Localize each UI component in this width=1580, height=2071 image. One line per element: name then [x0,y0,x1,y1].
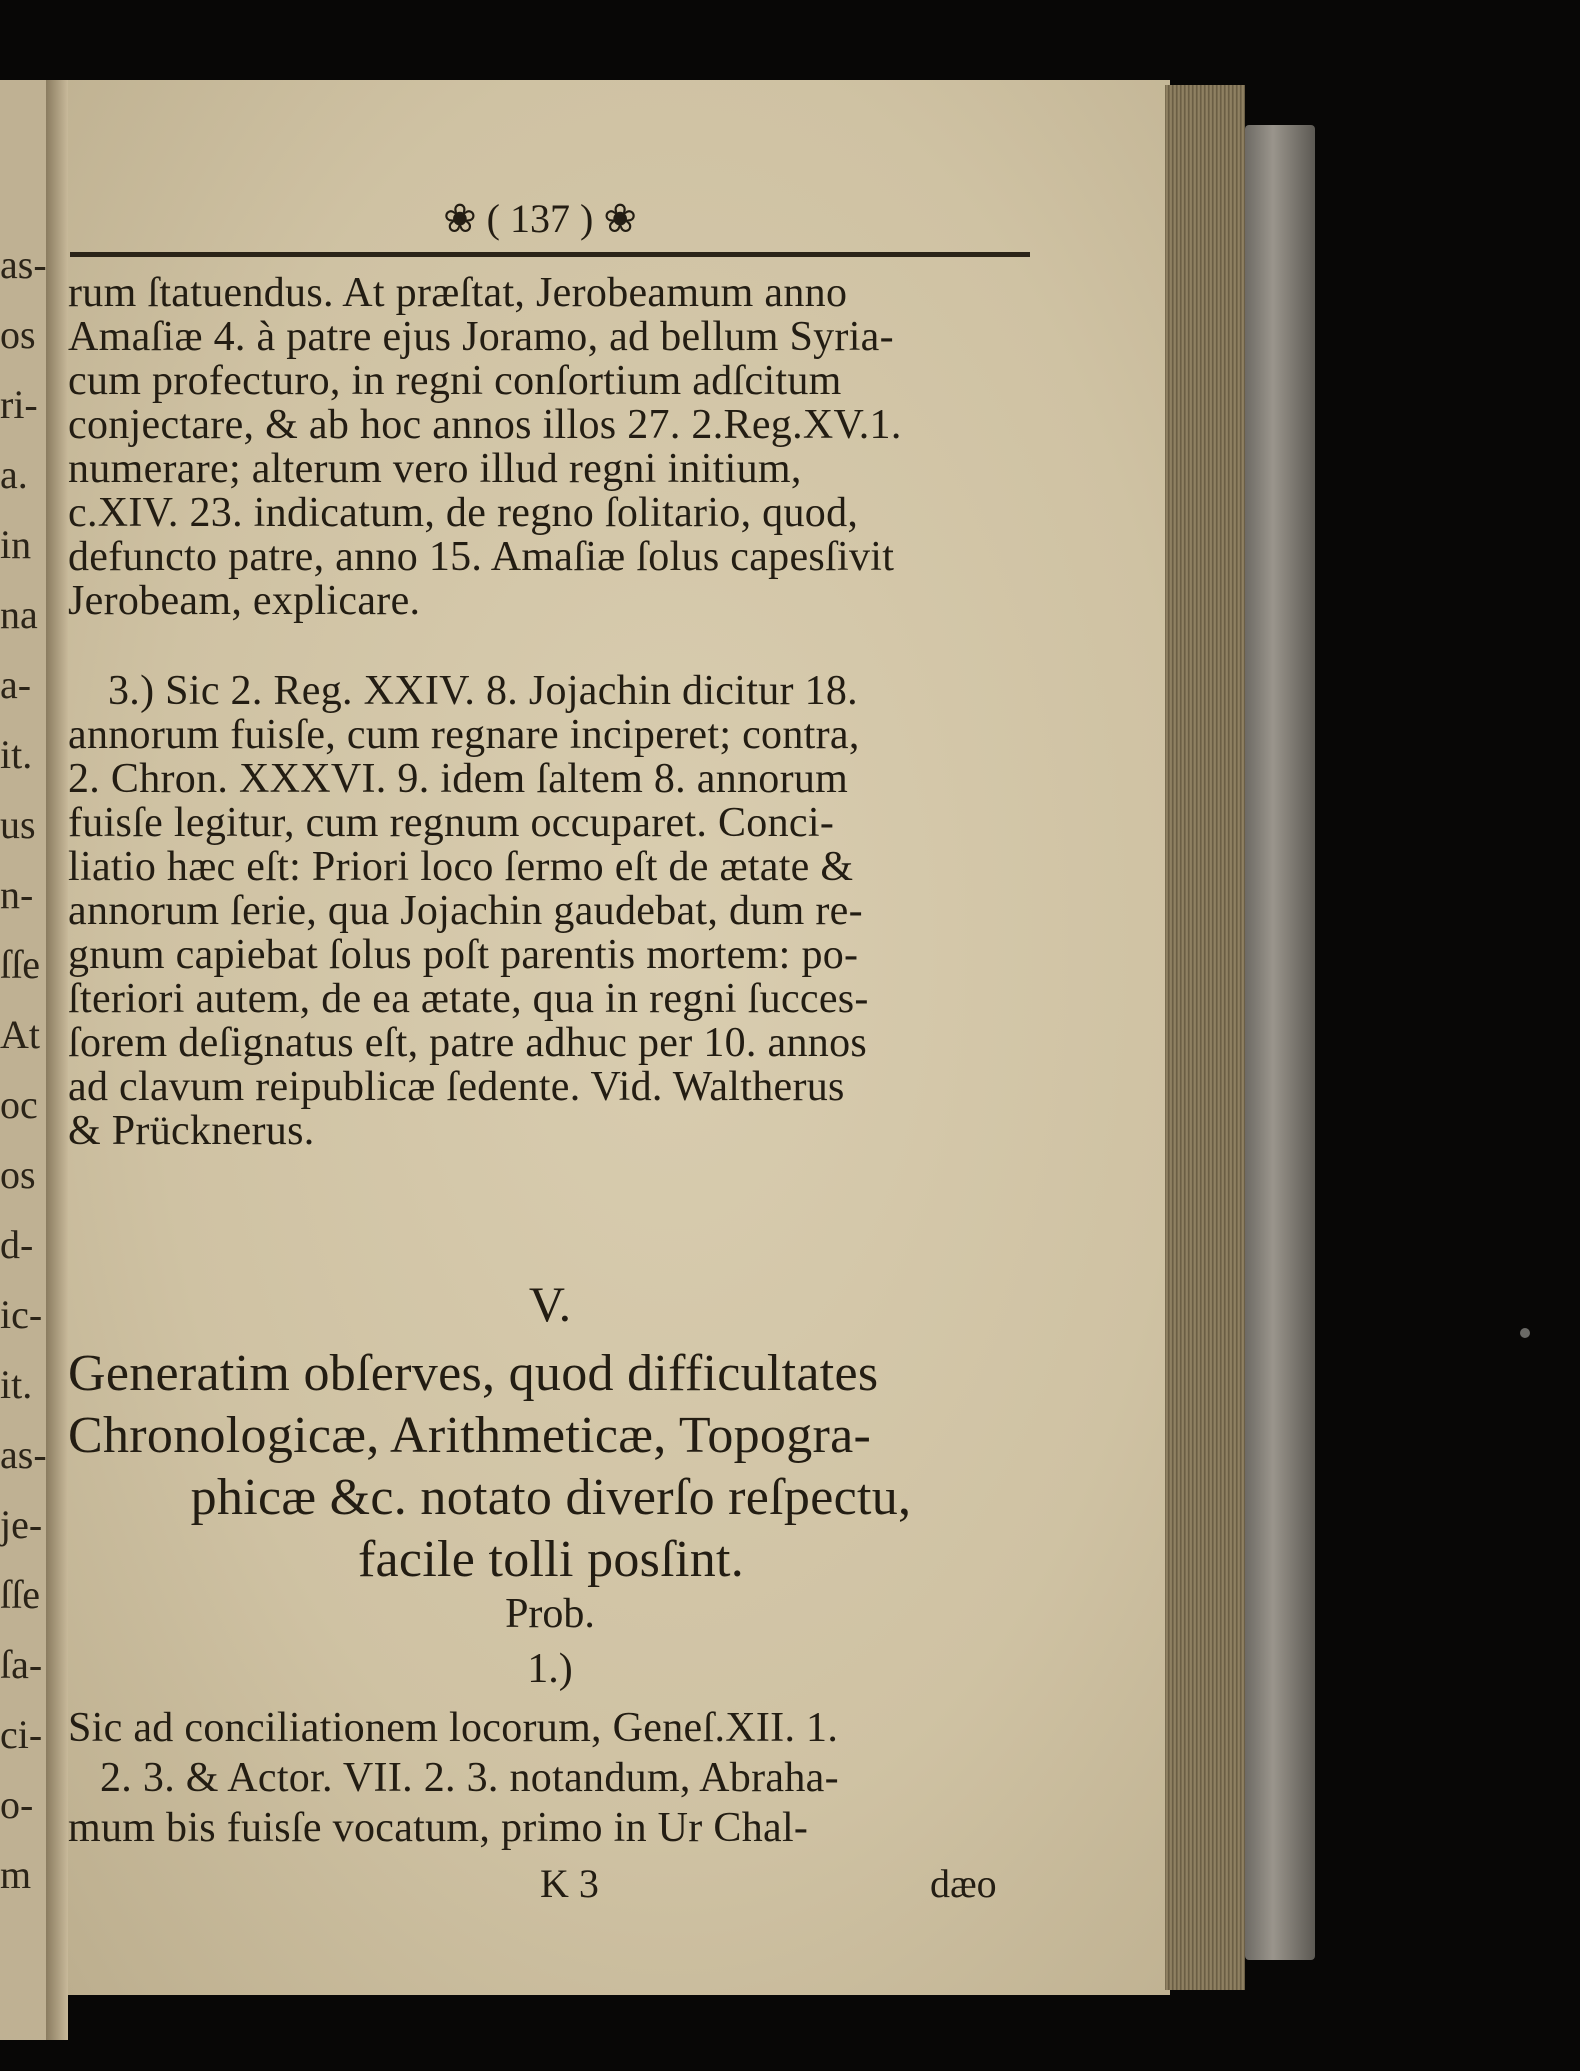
text-line: 2. Chron. XXXVI. 9. idem ſaltem 8. annorum [68,756,849,802]
previous-page-fragment: n- [0,872,34,917]
section-number: V. [528,1276,572,1332]
previous-page-fragment: ic- [0,1292,43,1337]
previous-page-fragment: At [0,1012,40,1057]
previous-page-fragment: ri- [0,382,38,427]
previous-page-fragment: d- [0,1222,34,1267]
text-line: liatio hæc eſt: Priori loco ſermo eſt de ætate & [68,844,854,890]
text-line: & Prücknerus. [68,1108,315,1154]
thesis-line: phicæ &c. notato diverſo reſpectu, [190,1469,912,1526]
text-line: 2. 3. & Actor. VII. 2. 3. notandum, Abraha- [100,1755,839,1801]
item-number: 1.) [527,1646,573,1692]
ornament-left-icon: ❀ [443,196,477,241]
text-line: ad clavum reipublicæ ſedente. Vid. Waltherus [68,1064,845,1110]
thesis-line: Generatim obſerves, quod difficultates [68,1345,879,1402]
previous-page-fragment: o- [0,1782,34,1827]
text-line: ſorem deſignatus eſt, patre adhuc per 10. annos [68,1020,868,1066]
header-rule [70,252,1030,257]
ornament-right-icon: ❀ [603,196,637,241]
previous-page-fragment: a. [0,452,28,497]
previous-page-fragment: as- [0,242,47,287]
background-speck [1520,1328,1530,1338]
previous-page-fragment: je- [0,1502,43,1547]
text-line: c.XIV. 23. indicatum, de regno ſolitario, quod, [68,490,859,536]
text-line: mum bis fuisſe vocatum, primo in Ur Chal- [68,1805,809,1851]
previous-page-fragment: us [0,802,36,847]
page-block-edges [1165,85,1245,1990]
previous-page-fragment: na [0,592,38,637]
text-line: annorum fuisſe, cum regnare inciperet; contra, [68,712,860,758]
text-line: numerare; alterum vero illud regni initium, [68,446,802,492]
text-line: gnum capiebat ſolus poſt parentis mortem: po- [68,932,859,978]
running-head [330,195,750,242]
text-line: cum profecturo, in regni conſortium adſcitum [68,358,842,404]
prob-label: Prob. [505,1591,595,1637]
previous-page-fragment: ci- [0,1712,43,1757]
previous-page-fragment: as- [0,1432,47,1477]
text-line: rum ſtatuendus. At præſtat, Jerobeamum anno [68,270,848,316]
text-line: fuisſe legitur, cum regnum occuparet. Conci- [68,800,835,846]
previous-page-fragment: ſſe [0,942,40,987]
text-line: Jerobeam, explicare. [68,578,421,624]
previous-page-fragment: os [0,312,36,357]
previous-page-fragment: oc [0,1082,38,1127]
text-line: conjectare, & ab hoc annos illos 27. 2.Reg.XV.1. [68,402,902,448]
previous-page-fragment: it. [0,1362,33,1407]
previous-page-fragment: m [0,1852,32,1897]
previous-page-fragment: it. [0,732,33,777]
previous-page-fragment: in [0,522,32,567]
text-line: Sic ad conciliationem locorum, Geneſ.XII. 1. [68,1705,839,1751]
previous-page-fragment: ſſe [0,1572,40,1617]
thesis-line: facile tolli posſint. [357,1531,745,1588]
text-line: ſteriori autem, de ea ætate, qua in regni ſucces- [68,976,869,1022]
previous-page-fragment: ſa- [0,1642,43,1687]
book-cover [1245,125,1315,1960]
text-line: Amaſiæ 4. à patre ejus Joramo, ad bellum Syria- [68,314,894,360]
catchword: dæo [930,1861,997,1906]
text-line: annorum ſerie, qua Jojachin gaudebat, dum re- [68,888,863,934]
previous-page-fragment: a- [0,662,32,707]
thesis-line: Chronologicæ, Arithmeticæ, Topogra- [68,1407,872,1464]
signature-mark: K 3 [540,1861,599,1906]
text-line: 3.) Sic 2. Reg. XXIV. 8. Jojachin dicitur 18. [108,668,858,714]
previous-page-text [0,0,60,2071]
text-line: defuncto patre, anno 15. Amaſiæ ſolus capesſivit [68,534,895,580]
previous-page-fragment: os [0,1152,36,1197]
page-number: ( 137 ) [486,196,594,241]
